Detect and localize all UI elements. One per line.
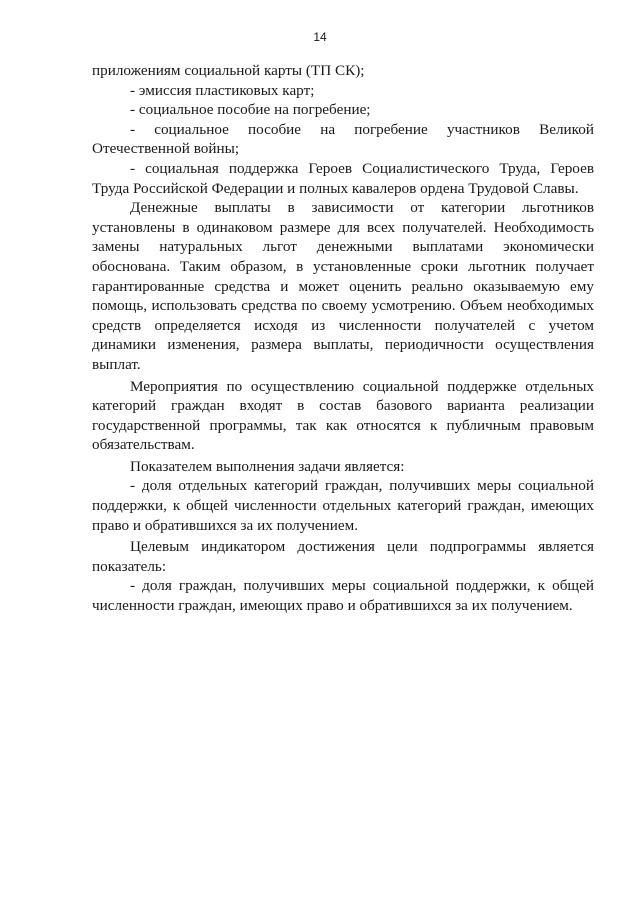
list-item-share-citizens: - доля граждан, получивших меры социальной поддержки, к общей численности граждан, имеющих право и обратившихся за их получением. xyxy=(92,577,594,615)
paragraph-target-indicator: Целевым индикатором достижения цели подпрограммы является показатель: xyxy=(92,538,594,575)
list-item-share-categories: - доля отдельных категорий граждан, получивших меры социальной поддержки, к общей численности отдельных категорий граждан, имеющих право и обратившихся за их получением. xyxy=(92,477,594,534)
paragraph-indicator-heading: Показателем выполнения задачи является: xyxy=(130,457,405,475)
document-body xyxy=(92,61,594,616)
paragraph-measures: Мероприятия по осуществлению социальной поддержке отдельных категорий граждан входят в состав базового варианта реализации государственной программы, так как относятся к публичным правовым обязательствам. xyxy=(92,377,594,454)
paragraph-cash-payments: Денежные выплаты в зависимости от категории льготников установлены в одинаковом размере для всех получателей. Необходимость замены натуральных льгот денежными выплатами экономически обоснована. Таким образом, в установленные сроки льготник получает гарантированные средства и может оценить реально оказываемую ему помощь, использовать средства по своему усмотрению. Объем необходимых средств определяется исходя из численности получателей с учетом динамики изменения, размера выплаты, периодичности осуществления выплат. xyxy=(92,199,594,373)
paragraph-continuation: приложениям социальной карты (ТП СК); xyxy=(92,62,365,79)
list-item-burial-allowance: - социальное пособие на погребение; xyxy=(130,101,371,119)
list-item-burial-allowance-veterans: - социальное пособие на погребение участников Великой Отечественной войны; xyxy=(92,120,594,158)
page-number: 14 xyxy=(313,30,327,44)
list-item-heroes-support: - социальная поддержка Героев Социалистического Труда, Героев Труда Российской Федерации и полных кавалеров ордена Трудовой Славы. xyxy=(92,159,594,197)
list-item-card-emission: - эмиссия пластиковых карт; xyxy=(130,81,315,99)
